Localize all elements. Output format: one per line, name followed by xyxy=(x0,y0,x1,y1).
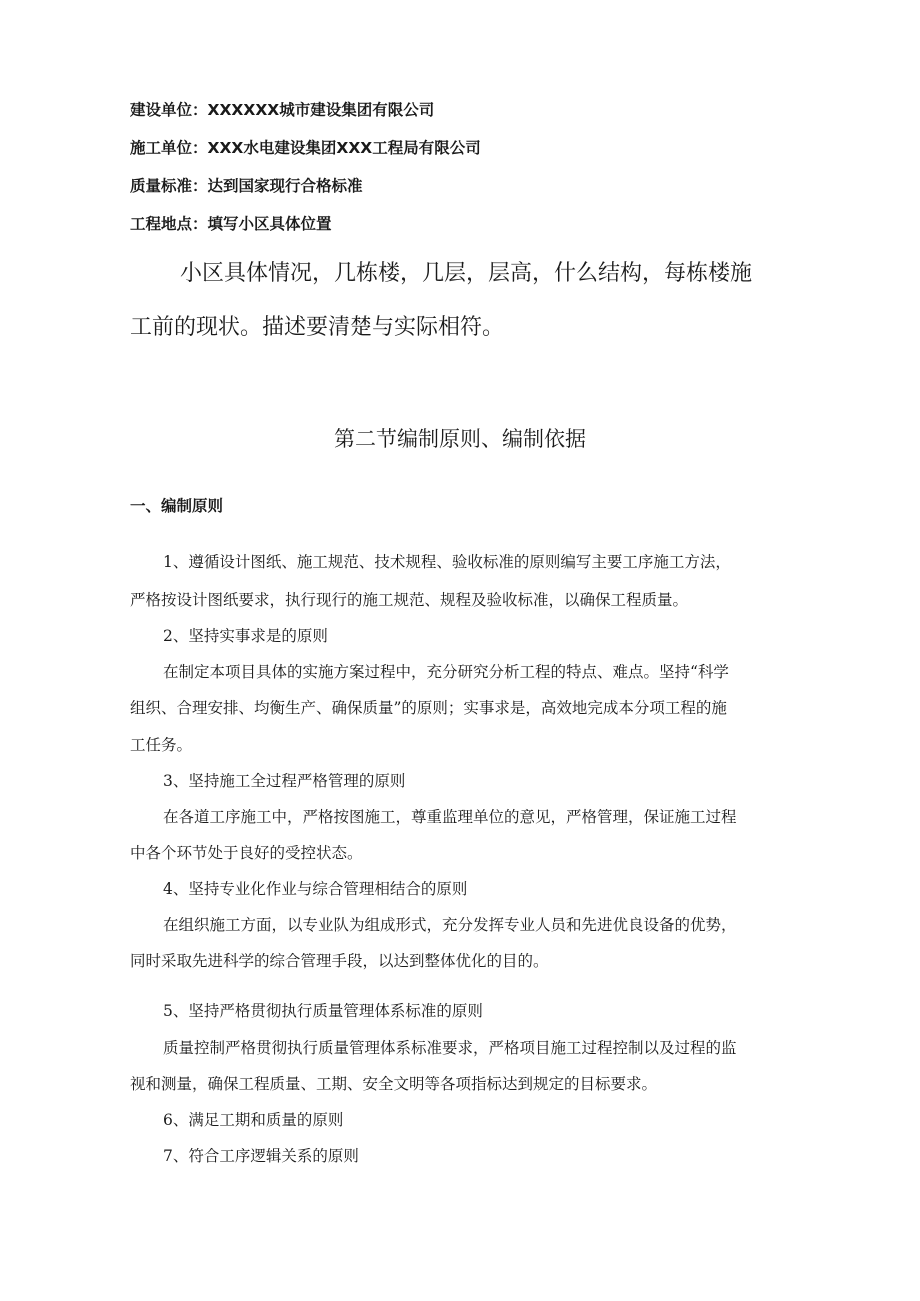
construction-unit-label: 建设单位： xyxy=(130,101,208,119)
principle-4-title: 4、坚持专业化作业与综合管理相结合的原则 xyxy=(163,880,468,898)
construction-unit-value: XXXXXX城市建设集团有限公司 xyxy=(207,101,435,119)
section-subtitle: 一、编制原则 xyxy=(130,497,224,515)
principle-4-line-2: 同时采取先进科学的综合管理手段，以达到整体优化的目的。 xyxy=(130,952,549,970)
project-location-label: 工程地点： xyxy=(130,215,208,233)
principle-7-title: 7、符合工序逻辑关系的原则 xyxy=(163,1147,359,1165)
project-location-value: 填写小区具体位置 xyxy=(207,215,332,233)
principle-2-line-1: 在制定本项目具体的实施方案过程中，充分研究分析工程的特点、难点。坚持“科学 xyxy=(163,663,729,681)
contractor-line xyxy=(130,136,481,158)
principle-5-line-1: 质量控制严格贯彻执行质量管理体系标准要求，严格项目施工过程控制以及过程的监 xyxy=(163,1039,737,1057)
principle-3-line-1: 在各道工序施工中，严格按图施工，尊重监理单位的意见，严格管理，保证施工过程 xyxy=(163,808,737,826)
contractor-value: XXX水电建设集团XXX工程局有限公司 xyxy=(207,139,481,157)
construction-unit-line xyxy=(130,98,434,120)
principle-3-title: 3、坚持施工全过程严格管理的原则 xyxy=(163,772,406,790)
quality-standard-line xyxy=(130,174,363,196)
principle-3-line-2: 中各个环节处于良好的受控状态。 xyxy=(130,844,363,862)
principle-1-line-1: 1、遵循设计图纸、施工规范、技术规程、验收标准的原则编写主要工序施工方法， xyxy=(163,553,731,571)
principle-5-title: 5、坚持严格贯彻执行质量管理体系标准的原则 xyxy=(163,1002,483,1020)
quality-standard-value: 达到国家现行合格标准 xyxy=(207,177,363,195)
principle-6-title: 6、满足工期和质量的原则 xyxy=(163,1111,344,1129)
project-location-line xyxy=(130,212,332,234)
principle-4-line-1: 在组织施工方面，以专业队为组成形式，充分发挥专业人员和先进优良设备的优势， xyxy=(163,916,737,934)
contractor-label: 施工单位： xyxy=(130,139,208,157)
principle-2-line-2: 组织、合理安排、均衡生产、确保质量”的原则；实事求是，高效地完成本分项工程的施 xyxy=(130,699,727,717)
principle-5-line-2: 视和测量，确保工程质量、工期、安全文明等各项指标达到规定的目标要求。 xyxy=(130,1075,658,1093)
section-title: 第二节编制原则、编制依据 xyxy=(334,427,586,451)
principle-1-line-2: 严格按设计图纸要求，执行现行的施工规范、规程及验收标准，以确保工程质量。 xyxy=(130,591,689,609)
description-line-1: 小区具体情况，几栋楼，几层，层高，什么结构，每栋楼施 xyxy=(180,261,753,286)
quality-standard-label: 质量标准： xyxy=(130,177,208,195)
description-line-2: 工前的现状。描述要清楚与实际相符。 xyxy=(130,315,505,340)
principle-2-line-3: 工任务。 xyxy=(130,736,193,754)
principle-2-title: 2、坚持实事求是的原则 xyxy=(163,627,328,645)
